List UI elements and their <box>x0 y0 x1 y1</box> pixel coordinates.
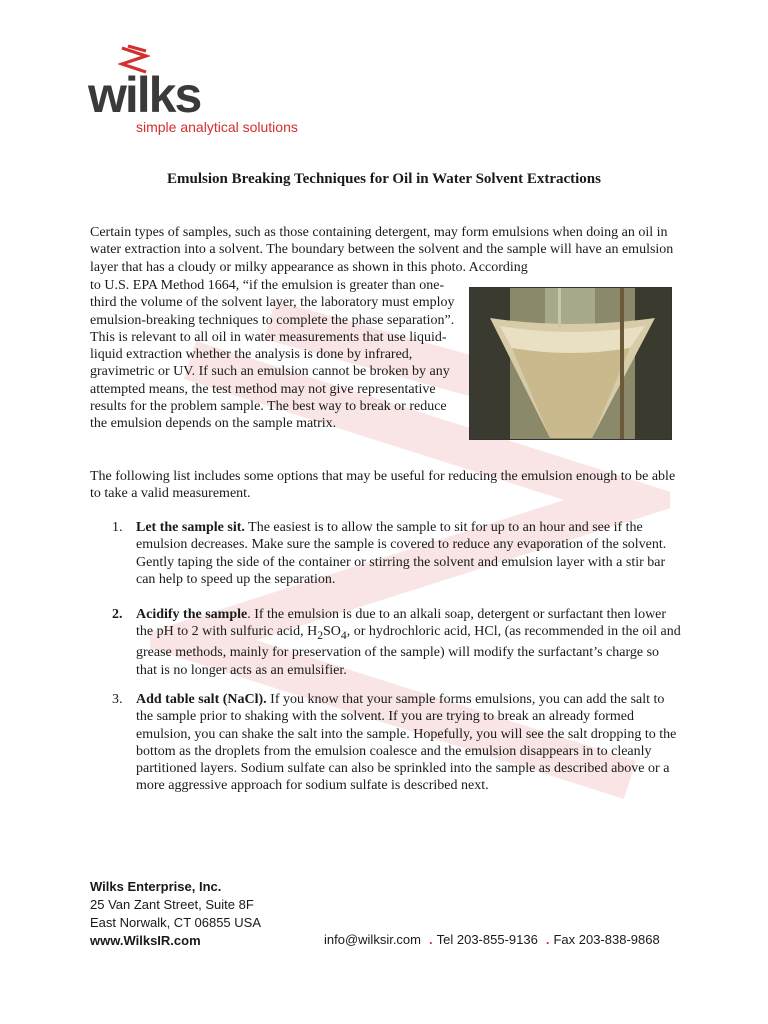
list-item <box>112 606 682 679</box>
list-item <box>112 519 682 588</box>
document-title: Emulsion Breaking Techniques for Oil in Water Solvent Extractions <box>167 171 601 187</box>
list-item-heading: Acidify the sample <box>136 607 248 622</box>
intro-paragraph-top: Certain types of samples, such as those containing detergent, may form emulsions when doing an oil in water extraction into a solvent. The boundary between the solvent and the sample will have an emulsion layer that has a cloudy or milky appearance as shown in this photo. According <box>90 225 674 275</box>
street-address: 25 Van Zant Street, Suite 8F <box>90 897 254 912</box>
list-item-heading: Let the sample sit. <box>136 520 245 535</box>
list-item-text: SO <box>323 624 341 640</box>
list-item <box>112 691 682 795</box>
list-item-text: If you know that your sample forms emulsions, you can add the salt to the sample prior to shaking with the solvent. If you are trying to break an already formed emulsion, you can shake the salt into the sample. Hopefully, you will see the salt dropping to the bottom as the droplets from the emulsion coalesce and the emulsion disappears in to cleanly partitioned layers. Sodium sulfate can also be sprinkled into the sample as described above or a more aggressive approach for sodium sulfate is described next. <box>136 692 677 794</box>
separator-dot-icon: . <box>545 932 550 947</box>
list-item-text: , or hydrochloric acid, HCl, (as recommended in the oil and grease methods, mainly for preservation of the sample) will modify the surfactant’s charge so that is no longer acts as an emulsifier. <box>136 624 681 678</box>
list-number: 1. <box>112 520 123 535</box>
intro-paragraph-wrapped: to U.S. EPA Method 1664, “if the emulsion is greater than one-third the volume of the solvent layer, the laboratory must employ emulsion-breaking techniques to complete the phase separation”. This is relevant to all oil in water measurements that use liquid-liquid extraction whether the analysis is done by infrared, gravimetric or UV. If such an emulsion cannot be broken by any attempted means, the test method may not give representative results for the problem sample. The best way to break or reduce the emulsion depends on the sample matrix. <box>90 278 455 432</box>
separatory-funnel-image <box>470 288 671 439</box>
intro-paragraph-list-lead: The following list includes some options that may be useful for reducing the emulsion enough to be able to take a valid measurement. <box>90 469 676 502</box>
fax-number: Fax 203-838-9868 <box>553 932 660 947</box>
list-number: 3. <box>112 692 123 707</box>
subscript: 2 <box>317 629 324 643</box>
logo-wordmark: wilks <box>88 67 201 123</box>
website-link[interactable]: www.WilksIR.com <box>90 933 201 948</box>
company-name: Wilks Enterprise, Inc. <box>90 879 222 894</box>
separator-dot-icon: . <box>429 932 433 947</box>
list-item-heading: Add table salt (NaCl). <box>136 692 267 707</box>
wilks-logo <box>88 44 328 140</box>
footer-contact <box>324 932 660 947</box>
subscript: 4 <box>340 629 347 643</box>
list-number: 2. <box>112 607 123 622</box>
emulsion-photo <box>469 287 672 440</box>
phone-number: Tel 203-855-9136 <box>436 932 538 947</box>
footer-address <box>90 878 261 950</box>
list-item-text: . If the emulsion is due to an alkali soap, detergent or surfactant then lower the pH to 2 with sulfuric acid, H <box>136 607 667 640</box>
list-item-text: The easiest is to allow the sample to sit for up to an hour and see if the emulsion decreases. Make sure the sample is covered to reduce any evaporation of the solvent. Gently taping the side of the container or stirring the solvent and emulsion layer with a stir bar can help to speed up the separation. <box>136 520 667 587</box>
logo-tagline: simple analytical solutions <box>136 119 298 135</box>
email-link[interactable]: info@wilksir.com <box>324 932 421 947</box>
city-address: East Norwalk, CT 06855 USA <box>90 915 261 930</box>
